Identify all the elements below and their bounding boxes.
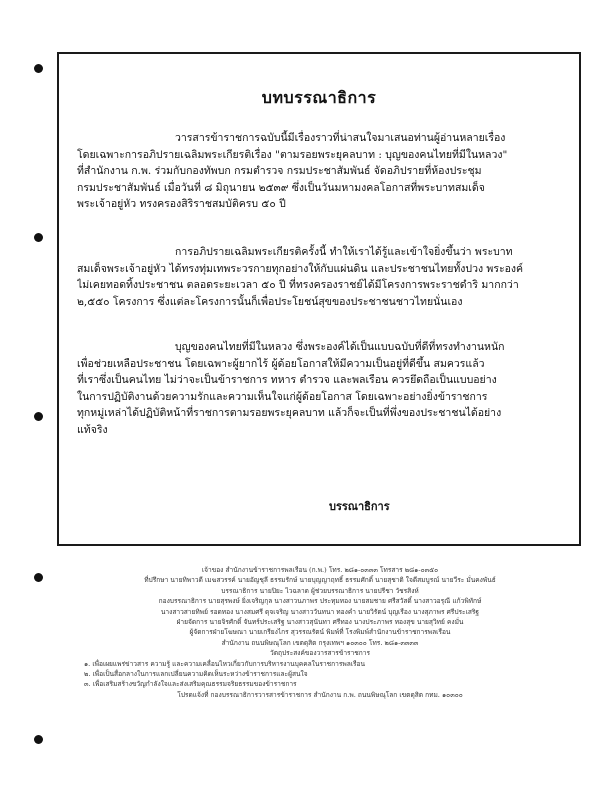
- text-line: ๒,๕๕๐ โครงการ ซึ่งแต่ละโครงการนั้นก็เพื่อประโยชน์สุขของประชาชนชาวไทยนั่นเอง: [77, 295, 463, 308]
- paragraph-2: [77, 244, 563, 310]
- text-line: ในการปฏิบัติงานด้วยความรักและความเห็นใจแก่ผู้ด้อยโอกาส โดยเฉพาะอย่างยิ่งข้าราชการ: [77, 390, 488, 403]
- masthead-footer: [70, 565, 570, 700]
- footer-line: กองบรรณาธิการ นายสุรพงษ์ ยิ่งเจริญกุล นางสาวนภาพร ประทุมทอง นายสมชาย ศรีสวัสดิ์ นางสาวอรุณี แก้วพิทักษ์: [158, 597, 482, 606]
- footer-line: สำนักงาน ถนนพิษณุโลก เขตดุสิต กรุงเทพฯ ๑๐๓๐๐ โทร. ๒๘๑-๓๓๓๓: [221, 638, 419, 647]
- text-line: แท้จริง: [77, 423, 108, 436]
- footer-line: ที่ปรึกษา นายทิพาวดี เมฆสวรรค์ นายอัญชุลี ธรรมรักษ์ นายบุญญาฤทธิ์ ธรรมศักดิ์ นายสุชาติ ใจดีสมบูรณ์ นายวีระ มั่นคงพันธ์: [144, 576, 496, 585]
- text-line: พระเจ้าอยู่หัว ทรงครองสิริราชสมบัติครบ ๕๐ ปี: [77, 198, 286, 210]
- text-line: ที่เราซึ่งเป็นคนไทย ไม่ว่าจะเป็นข้าราชการ ทหาร ตำรวจ และพลเรือน ควรยึดถือเป็นแบบอย่าง: [77, 374, 497, 386]
- paragraph-3: [77, 339, 563, 438]
- text-line: สมเด็จพระเจ้าอยู่หัว ได้ทรงทุ่มเทพระวรกายทุกอย่างให้กับแผ่นดิน และประชาชนไทยทั้งปวง พระองค์: [77, 262, 524, 275]
- footer-line: โปรดแจ้งที่ กองบรรณาธิการวารสารข้าราชการ สำนักงาน ก.พ. ถนนพิษณุโลก เขตดุสิต กทม. ๑๐๓๐๐: [177, 690, 463, 699]
- editorial-box: [57, 52, 581, 546]
- text-line: บุญของคนไทยที่มีในหลวง ซึ่งพระองค์ได้เป็นแบบฉบับที่ดีที่ทรงทำงานหนัก: [175, 341, 505, 353]
- binder-hole: [34, 233, 43, 242]
- footer-line: ๒. เพื่อเป็นสื่อกลางในการแลกเปลี่ยนความคิดเห็นระหว่างข้าราชการและผู้สนใจ: [84, 670, 308, 679]
- binder-hole: [34, 64, 43, 73]
- text-line: โดยเฉพาะการอภิปรายเฉลิมพระเกียรติเรื่อง "ตามรอยพระยุคลบาท : บุญของคนไทยที่มีในหลวง": [77, 148, 508, 161]
- text-line: ทุกหมู่เหล่าได้ปฏิบัติหน้าที่ราชการตามรอยพระยุคลบาท แล้วก็จะเป็นที่พึ่งของประชาชนได้อย่าง: [77, 407, 502, 419]
- paragraph-1: [77, 130, 563, 213]
- text-line: เพื่อช่วยเหลือประชาชน โดยเฉพาะผู้ยากไร้ ผู้ด้อยโอกาสให้มีความเป็นอยู่ที่ดีขึ้น สมควรแล้ว: [77, 357, 485, 370]
- binder-hole: [34, 412, 43, 421]
- footer-line: ๓. เพื่อเสริมสร้างขวัญกำลังใจและส่งเสริมคุณธรรมจริยธรรมของข้าราชการ: [84, 680, 297, 689]
- text-line: วารสารข้าราชการฉบับนี้มีเรื่องราวที่น่าสนใจมาเสนอท่านผู้อ่านหลายเรื่อง: [175, 132, 506, 144]
- text-line: กรมประชาสัมพันธ์ เมื่อวันที่ ๘ มิถุนายน ๒๕๓๙ ซึ่งเป็นวันมหามงคลโอกาสที่พระบาทสมเด็จ: [77, 181, 485, 194]
- binder-hole: [34, 573, 43, 582]
- binder-hole: [34, 735, 43, 744]
- text-line: ไม่เคยทอดทิ้งประชาชน ตลอดระยะเวลา ๕๐ ปี ที่ทรงครองราชย์ได้มีโครงการพระราชดำริ มากกว่า: [77, 279, 519, 291]
- footer-line: ฝ่ายจัดการ นายจิรศักดิ์ จันทร์ประเสริฐ นางสาวสุนันทา ศรีทอง นางประภาพร ทองสุข นายสุวิทย์ คงมั่น: [176, 618, 464, 627]
- footer-line: เจ้าของ สำนักงานข้าราชการพลเรือน (ก.พ.) โทร. ๒๘๑-๐๓๓๓ โทรสาร ๒๘๑-๐๓๕๐: [201, 566, 439, 574]
- text-line: การอภิปรายเฉลิมพระเกียรติครั้งนี้ ทำให้เราได้รู้และเข้าใจยิ่งขึ้นว่า พระบาท: [175, 246, 513, 258]
- footer-line: บรรณาธิการ นายปิยะ ไวฉลาด ผู้ช่วยบรรณาธิการ นายปรีชา วัชรสิงห์: [221, 586, 419, 595]
- editor-signature: บรรณาธิการ: [329, 500, 390, 513]
- editorial-title: บทบรรณาธิการ: [261, 88, 377, 107]
- footer-line: นางสาวสายทิพย์ รอดทอง นางสมศรี ดุจเจริญ นางสาววันทนา ทองคำ นายวิรัตน์ บุญเรือง นางสุภาพร ศรีประเสริฐ: [160, 607, 480, 616]
- footer-line: ผู้จัดการฝ่ายโฆษณา นายเกรียงไกร สุวรรณรัตน์ พิมพ์ที่ โรงพิมพ์สำนักงานข้าราชการพลเรือน: [189, 628, 451, 637]
- footer-line: ๑. เพื่อเผยแพร่ข่าวสาร ความรู้ และความเคลื่อนไหวเกี่ยวกับการบริหารงานบุคคลในราชการพลเรือน: [84, 659, 366, 668]
- footer-line: วัตถุประสงค์ของวารสารข้าราชการ: [270, 649, 370, 658]
- text-line: ที่สำนักงาน ก.พ. ร่วมกับกองทัพบก กรมตำรวจ กรมประชาสัมพันธ์ จัดอภิปรายที่ห้องประชุม: [77, 165, 482, 177]
